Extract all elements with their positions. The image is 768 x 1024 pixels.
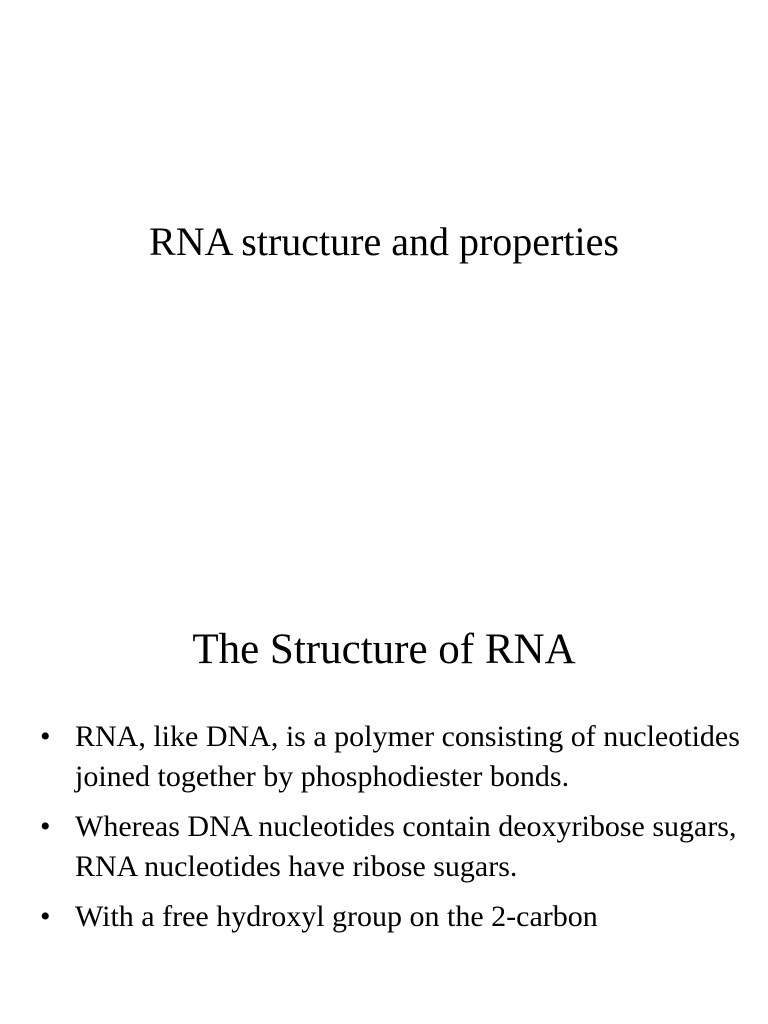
- bullet-item: [40, 897, 740, 937]
- section-heading: The Structure of RNA: [192, 626, 576, 673]
- bullet-text: Whereas DNA nucleotides contain deoxyribose sugars, RNA nucleotides have ribose sugars.: [75, 810, 737, 883]
- bullet-dot-icon: •: [40, 810, 51, 843]
- bullet-text: With a free hydroxyl group on the 2-carbon: [75, 900, 598, 933]
- bullet-item: [40, 717, 740, 797]
- bullet-text: RNA, like DNA, is a polymer consisting of nucleotides joined together by phosphodiester bonds.: [75, 720, 740, 793]
- bullet-dot-icon: •: [40, 720, 51, 753]
- slide-title: RNA structure and properties: [149, 219, 619, 264]
- bullet-item: [40, 807, 740, 887]
- bullet-list: [40, 717, 740, 947]
- bullet-dot-icon: •: [40, 900, 51, 933]
